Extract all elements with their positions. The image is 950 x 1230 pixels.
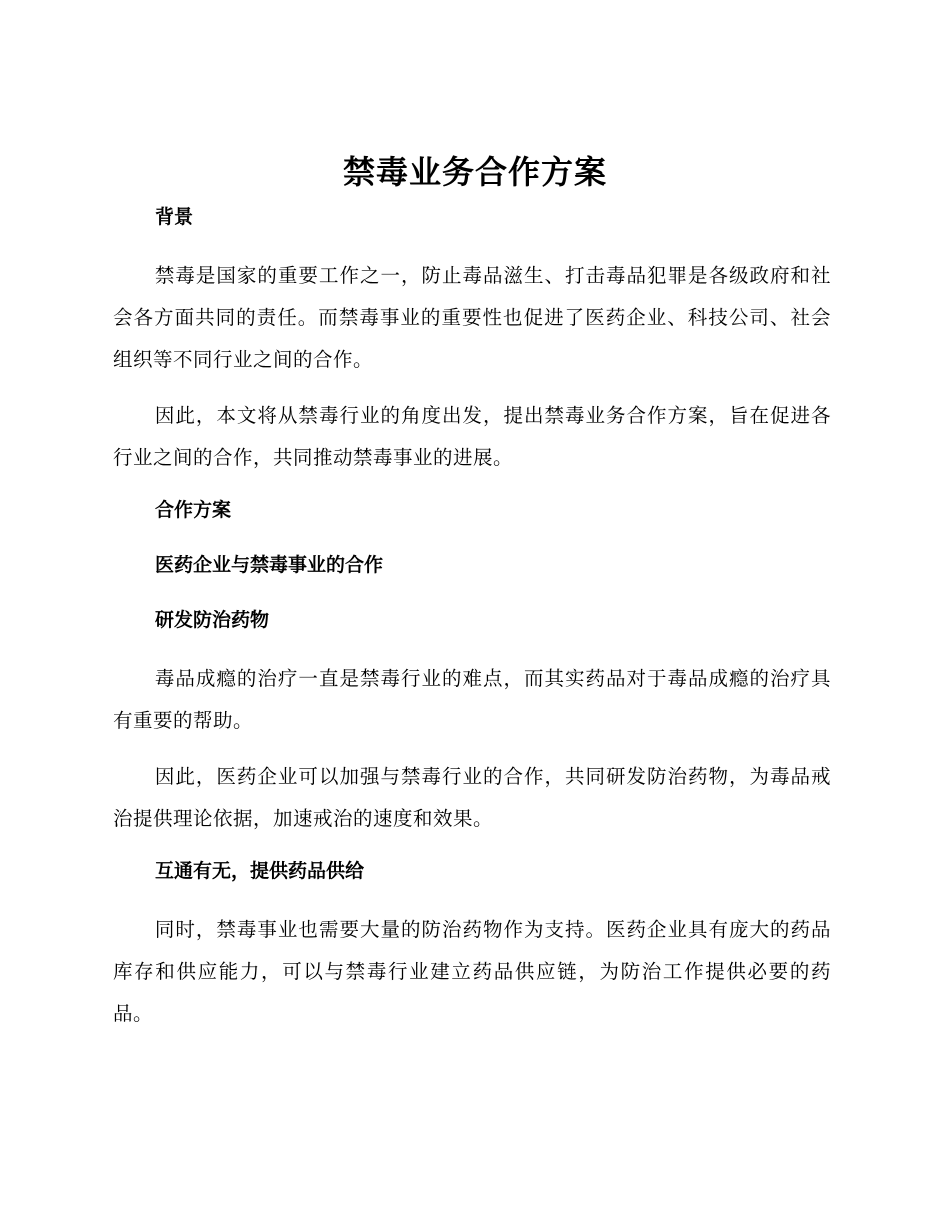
subsection-heading-supply: 互通有无，提供药品供给 bbox=[155, 860, 365, 882]
paragraph-supply-1: 同时，禁毒事业也需要大量的防治药物作为支持。医药企业具有庞大的药品库存和供应能力，可以与禁毒行业建立药品供应链，为防治工作提供必要的药品。 bbox=[113, 918, 831, 1025]
paragraph-research-1: 毒品成瘾的治疗一直是禁毒行业的难点，而其实药品对于毒品成瘾的治疗具有重要的帮助。 bbox=[113, 667, 831, 732]
section-heading-background: 背景 bbox=[155, 206, 194, 228]
subsection-heading-pharma: 医药企业与禁毒事业的合作 bbox=[155, 554, 384, 576]
document-title: 禁毒业务合作方案 bbox=[342, 153, 607, 191]
section-heading-plan: 合作方案 bbox=[155, 499, 232, 521]
paragraph-background-2: 因此，本文将从禁毒行业的角度出发，提出禁毒业务合作方案，旨在促进各行业之间的合作，共同推动禁毒事业的进展。 bbox=[113, 404, 831, 469]
subsection-heading-research: 研发防治药物 bbox=[155, 609, 270, 631]
paragraph-background-1: 禁毒是国家的重要工作之一，防止毒品滋生、打击毒品犯罪是各级政府和社会各方面共同的责任。而禁毒事业的重要性也促进了医药企业、科技公司、社会组织等不同行业之间的合作。 bbox=[113, 264, 831, 371]
paragraph-research-2: 因此，医药企业可以加强与禁毒行业的合作，共同研发防治药物，为毒品戒治提供理论依据，加速戒治的速度和效果。 bbox=[113, 765, 831, 830]
document-body bbox=[113, 200, 831, 1049]
